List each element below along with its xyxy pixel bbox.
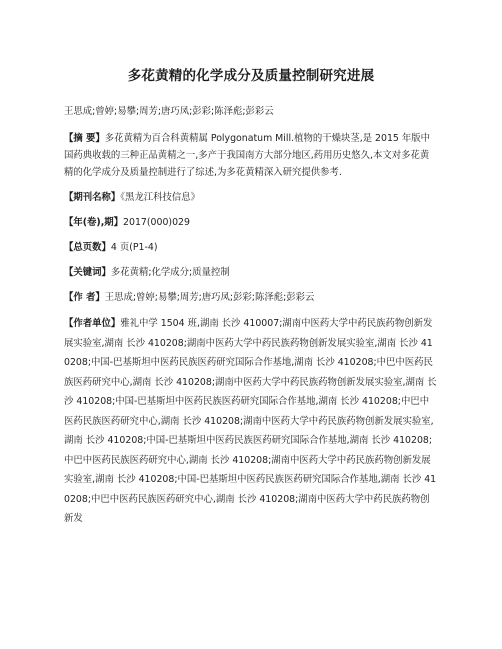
abstract-field	[64, 130, 438, 181]
affiliation-value: 雅礼中学 1504 班,湖南 长沙 410007;湖南中医药大学中药民族药物创新发展实验室,湖南 长沙 410208;湖南中医药大学中药民族药物创新发展实验室,湖南 长沙 410208;中国-巴基斯坦中医药民族医药研究国际合作基地,湖南 长沙 410208;中巴中医药民族医药研究中心,湖南 长沙 410208;湖南中医药大学中药民族药物创新发展实验室,湖南 长沙 410208;中国-巴基斯坦中医药民族医药研究国际合作基地,湖南 长沙 410208;中巴中医药民族医药研究中心,湖南 长沙 410208;湖南中医药大学中药民族药物创新发展实验室,湖南 长沙 410208;中国-巴基斯坦中医药民族医药研究国际合作基地,湖南 长沙 410208;中巴中医药民族医药研究中心,湖南 长沙 410208;湖南中医药大学中药民族药物创新发展实验室,湖南 长沙 410208;中国-巴基斯坦中医药民族医药研究国际合作基地,湖南 长沙 410208;中巴中医药民族医药研究中心,湖南 长沙 410208;湖南中医药大学中药民族药物创新发	[64, 318, 437, 524]
keywords-field	[64, 264, 438, 281]
pages-field	[64, 239, 438, 256]
document-title: 多花黄精的化学成分及质量控制研究进展	[127, 68, 375, 84]
pages-label: 【总页数】	[64, 242, 111, 253]
year-issue-label: 【年(卷),期】	[64, 217, 124, 228]
authors-value: 王思成;曾婷;易攀;周芳;唐巧凤;彭彩;陈泽彪;彭彩云	[104, 292, 315, 303]
journal-field	[64, 189, 438, 206]
pages-value: 4 页(P1-4)	[110, 242, 158, 253]
year-issue-value: 2017(000)029	[123, 217, 190, 228]
keywords-label: 【关键词】	[64, 267, 111, 278]
year-issue-field	[64, 214, 438, 231]
abstract-text: 多花黄精为百合科黄精属 Polygonatum Mill.植物的干燥块茎,是 2015 年版中国药典收载的三种正品黄精之一,多产于我国南方大部分地区,药用历史悠久,本文对多花黄精的化学成分及质量控制进行了综述,为多花黄精深入研究提供参考.	[64, 133, 430, 178]
affiliation-label: 【作者单位】	[64, 318, 121, 329]
authors-label: 【作 者】	[64, 292, 105, 303]
journal-label: 【期刊名称】	[64, 192, 121, 203]
journal-name: 《黑龙江科技信息》	[120, 192, 200, 203]
author-list: 王思成;曾婷;易攀;周芳;唐巧凤;彭彩;陈泽彪;彭彩云	[64, 106, 274, 117]
authors-field	[64, 289, 438, 306]
abstract-label: 【摘 要】	[64, 133, 105, 144]
affiliation-field	[64, 314, 438, 529]
keywords-value: 多花黄精;化学成分;质量控制	[110, 267, 230, 278]
